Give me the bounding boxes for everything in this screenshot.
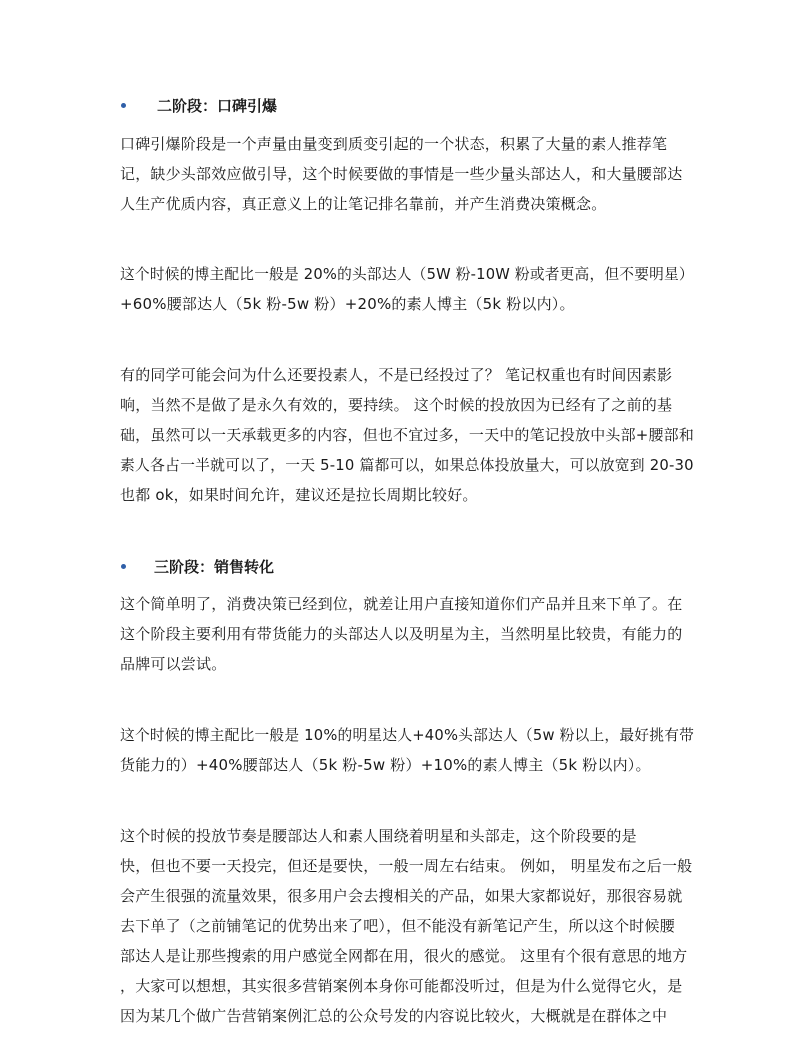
bullet-icon — [121, 564, 126, 569]
bullet-icon — [121, 103, 126, 108]
text-line: 去下单了（之前铺笔记的优势出来了吧），但不能没有新笔记产生，所以这个时候腰 — [120, 917, 675, 935]
text-line: 素人各占一半就可以了，一天 5-10 篇都可以，如果总体投放量大，可以放宽到 20-30 — [120, 456, 694, 474]
text-line: 会产生很强的流量效果，很多用户会去搜相关的产品，如果大家都说好，那很容易就 — [120, 887, 683, 905]
text-line: 有的同学可能会问为什么还要投素人，不是已经投过了？ 笔记权重也有时间因素影 — [120, 366, 673, 384]
section3-title: 三阶段：销售转化 — [154, 558, 275, 576]
text-line: ，大家可以想想，其实很多营销案例本身你可能都没听过，但是为什么觉得它火，是 — [120, 977, 683, 995]
text-line: 口碑引爆阶段是一个声量由量变到质变引起的一个状态，积累了大量的素人推荐笔 — [120, 135, 668, 153]
text-line: 础，虽然可以一天承载更多的内容，但也不宜过多，一天中的笔记投放中头部+腰部和 — [120, 426, 695, 444]
section2-title: 二阶段：口碑引爆 — [157, 97, 278, 115]
text-line: 因为某几个做广告营销案例汇总的公众号发的内容说比较火，大概就是在群体之中 — [120, 1007, 668, 1025]
text-line: 这个时候的投放节奏是腰部达人和素人围绕着明星和头部走，这个阶段要的是 — [120, 827, 637, 845]
text-line: 快，但也不要一天投完，但还是要快，一般一周左右结束。 例如， 明星发布之后一般 — [120, 857, 693, 875]
text-line: 人生产优质内容，真正意义上的让笔记排名靠前，并产生消费决策概念。 — [120, 195, 607, 213]
text-line: 货能力的）+40%腰部达人（5k 粉-5w 粉）+10%的素人博主（5k 粉以内）。 — [120, 756, 651, 774]
text-line: 也都 ok，如果时间允许，建议还是拉长周期比较好。 — [120, 486, 478, 504]
text-line: 部达人是让那些搜索的用户感觉全网都在用，很火的感觉。 这里有个很有意思的地方 — [120, 947, 688, 965]
text-line: 品牌可以尝试。 — [120, 655, 227, 673]
text-line: 这个阶段主要利用有带货能力的头部达人以及明星为主，当然明星比较贵，有能力的 — [120, 625, 683, 643]
text-line: 记，缺少头部效应做引导，这个时候要做的事情是一些少量头部达人，和大量腰部达 — [120, 165, 683, 183]
text-line: +60%腰部达人（5k 粉-5w 粉）+20%的素人博主（5k 粉以内）。 — [120, 295, 575, 313]
text-line: 响，当然不是做了是永久有效的，要持续。 这个时候的投放因为已经有了之前的基 — [120, 396, 673, 414]
text-line: 这个简单明了，消费决策已经到位，就差让用户直接知道你们产品并且来下单了。在 — [120, 595, 683, 613]
text-line: 这个时候的博主配比一般是 10%的明星达人+40%头部达人（5w 粉以上，最好挑有带 — [120, 726, 695, 744]
text-line: 这个时候的博主配比一般是 20%的头部达人（5W 粉-10W 粉或者更高，但不要明星） — [120, 265, 694, 283]
